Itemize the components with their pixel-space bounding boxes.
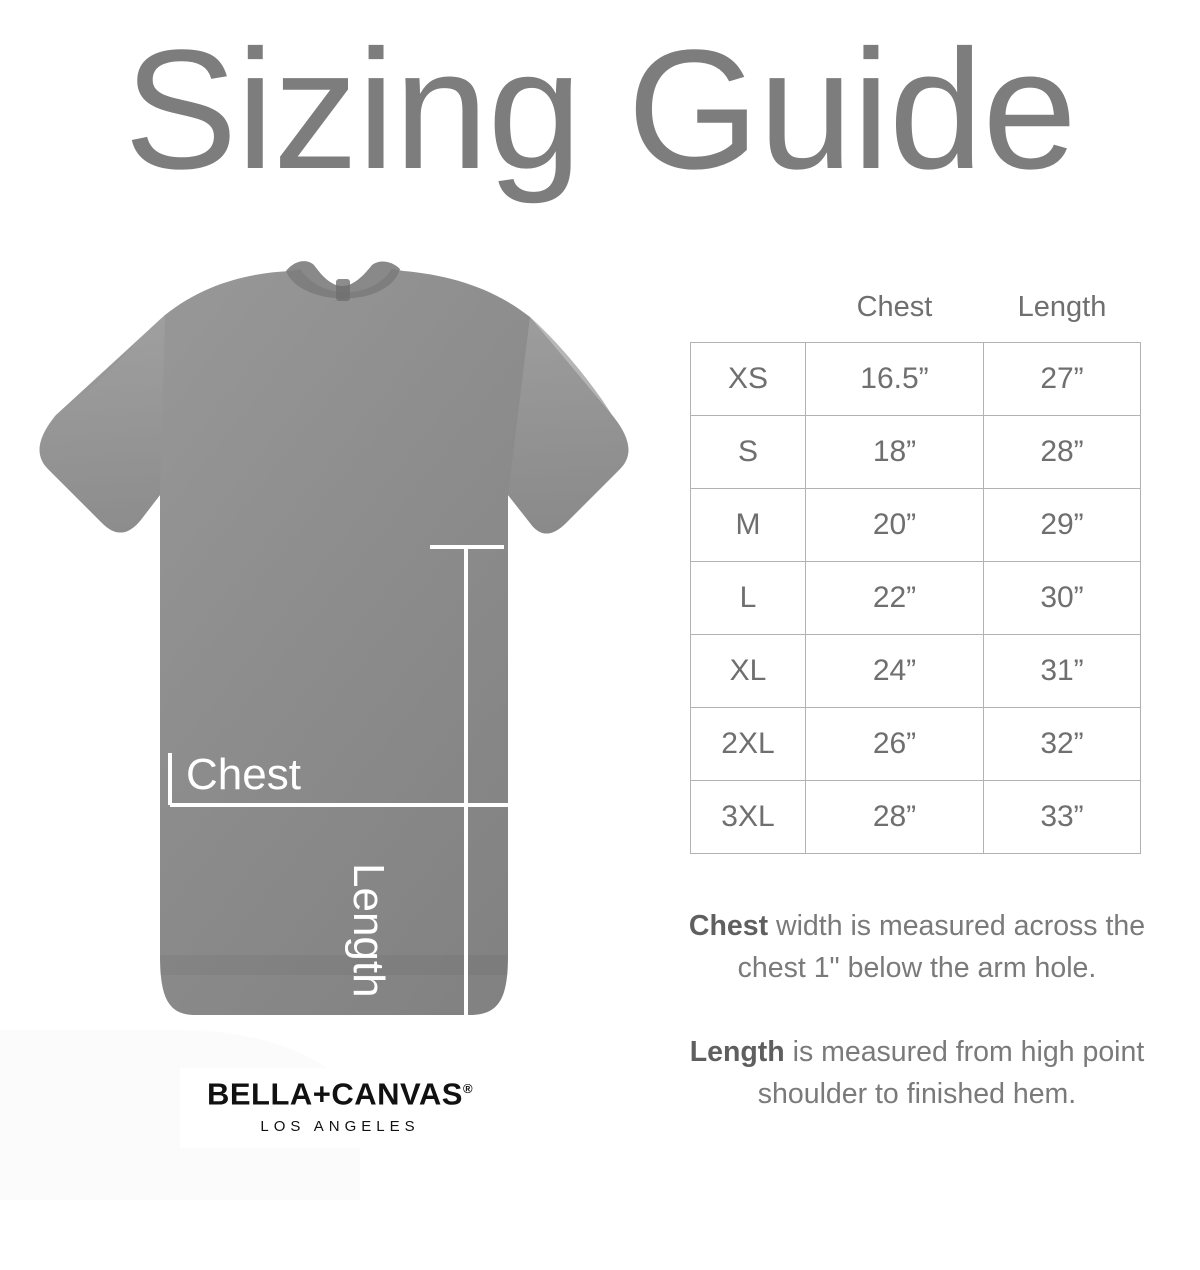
note-chest: [672, 905, 1162, 989]
chest-measure-line: [170, 803, 525, 807]
cell-size: M: [691, 489, 806, 562]
cell-size: 3XL: [691, 781, 806, 854]
cell-size: XS: [691, 343, 806, 416]
cell-chest: 24”: [806, 635, 984, 708]
cell-length: 30”: [984, 562, 1141, 635]
length-tick-top: [430, 545, 504, 549]
note-chest-text: width is measured across the chest 1" below the arm hole.: [737, 910, 1146, 984]
table-row: [691, 708, 1141, 781]
cell-chest: 26”: [806, 708, 984, 781]
cell-length: 28”: [984, 416, 1141, 489]
size-table: [690, 290, 1141, 854]
size-chart: [690, 290, 1140, 854]
cell-chest: 20”: [806, 489, 984, 562]
note-length-text: is measured from high point shoulder to finished hem.: [757, 1036, 1145, 1110]
note-length-lead: Length: [689, 1036, 785, 1068]
table-row: [691, 489, 1141, 562]
chest-tick-left: [168, 753, 172, 805]
chest-label: Chest: [186, 750, 301, 799]
table-row: [691, 343, 1141, 416]
cell-length: 31”: [984, 635, 1141, 708]
header-chest: Chest: [856, 291, 933, 323]
cell-length: 29”: [984, 489, 1141, 562]
cell-chest: 18”: [806, 416, 984, 489]
cell-size: 2XL: [691, 708, 806, 781]
cell-chest: 22”: [806, 562, 984, 635]
brand-name: [180, 1068, 500, 1115]
table-row: [691, 562, 1141, 635]
table-row: [691, 781, 1141, 854]
brand-name-text: BELLA+CANVAS: [206, 1076, 463, 1112]
cell-length: 32”: [984, 708, 1141, 781]
length-label: Length: [344, 863, 393, 998]
cell-size: XL: [691, 635, 806, 708]
cell-chest: 16.5”: [806, 343, 984, 416]
brand-location: LOS ANGELES: [260, 1118, 420, 1136]
cell-chest: 28”: [806, 781, 984, 854]
length-tick-bottom: [430, 1266, 504, 1270]
header-length: Length: [1017, 291, 1107, 323]
note-length: [672, 1031, 1162, 1115]
table-row: [691, 416, 1141, 489]
registered-mark: ®: [462, 1081, 474, 1096]
table-header-row: [691, 290, 1141, 343]
header-size: [691, 290, 806, 343]
tshirt-diagram: [0, 255, 690, 1045]
cell-size: S: [691, 416, 806, 489]
chest-tick-right: [521, 753, 525, 805]
measurement-notes: [672, 905, 1162, 1157]
page-title: Sizing Guide: [124, 15, 1076, 205]
cell-size: L: [691, 562, 806, 635]
brand-logo: [180, 1068, 500, 1148]
table-row: [691, 635, 1141, 708]
cell-length: 33”: [984, 781, 1141, 854]
note-chest-lead: Chest: [688, 910, 769, 942]
cell-length: 27”: [984, 343, 1141, 416]
length-measure-line: [464, 545, 468, 1270]
